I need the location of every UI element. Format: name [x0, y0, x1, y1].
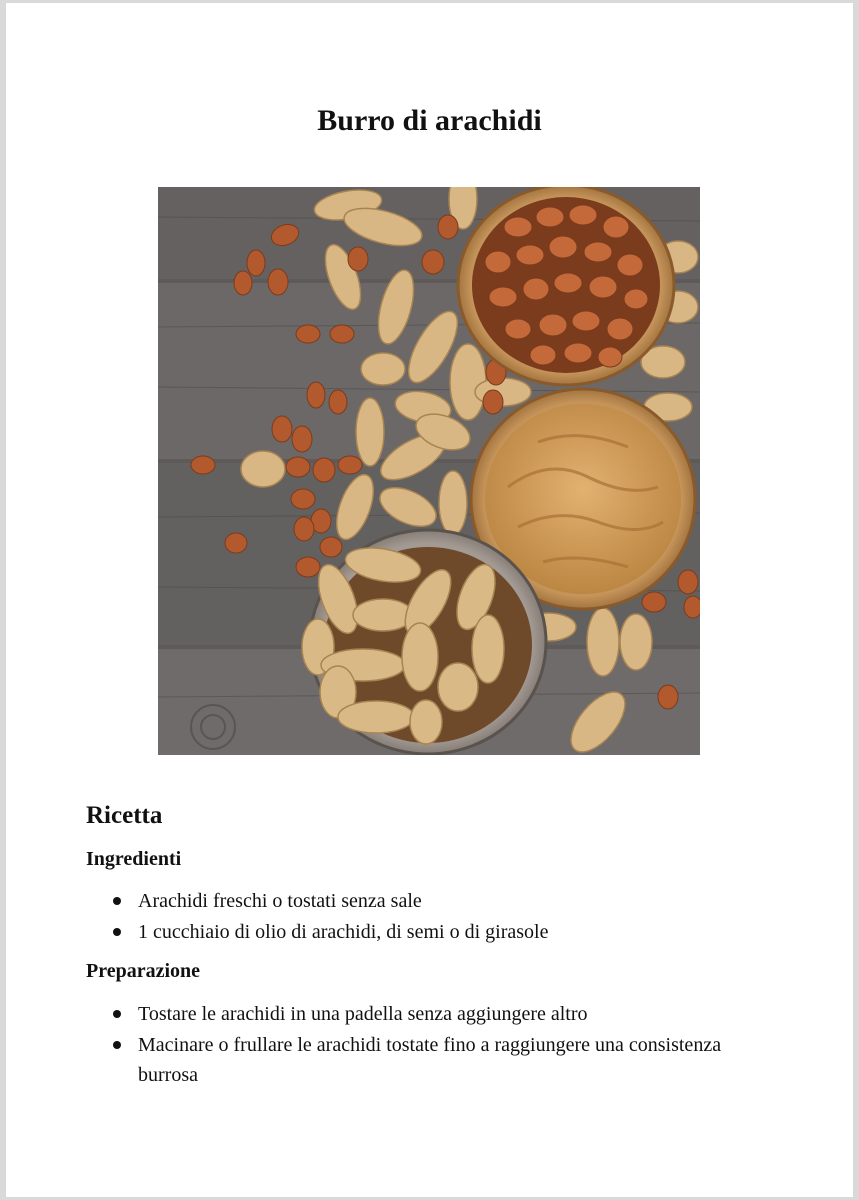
list-item-text: 1 cucchiaio di olio di arachidi, di semi o di girasole: [138, 921, 549, 943]
preparation-list: [111, 999, 751, 1091]
list-item-text: Tostare le arachidi in una padella senza aggiungere altro: [138, 1003, 588, 1025]
list-item-text: Macinare o frullare le arachidi tostate fino a raggiungere una consistenza burrosa: [138, 1034, 722, 1086]
document-title: Burro di arachidi: [317, 104, 542, 137]
peanuts-photo: [158, 187, 700, 755]
bullet-icon: [113, 928, 121, 936]
list-item: [111, 917, 751, 947]
recipe-heading: Ricetta: [86, 802, 163, 829]
bullet-icon: [113, 1010, 121, 1018]
list-item: [111, 1030, 751, 1090]
bullet-icon: [113, 1041, 121, 1049]
bullet-icon: [113, 897, 121, 905]
list-item: [111, 999, 751, 1029]
ingredients-heading: Ingredienti: [86, 848, 182, 870]
list-item-text: Arachidi freschi o tostati senza sale: [138, 890, 422, 912]
preparation-heading: Preparazione: [86, 960, 201, 982]
ingredients-list: [111, 886, 751, 948]
document-page: [6, 3, 853, 1197]
list-item: [111, 886, 751, 916]
